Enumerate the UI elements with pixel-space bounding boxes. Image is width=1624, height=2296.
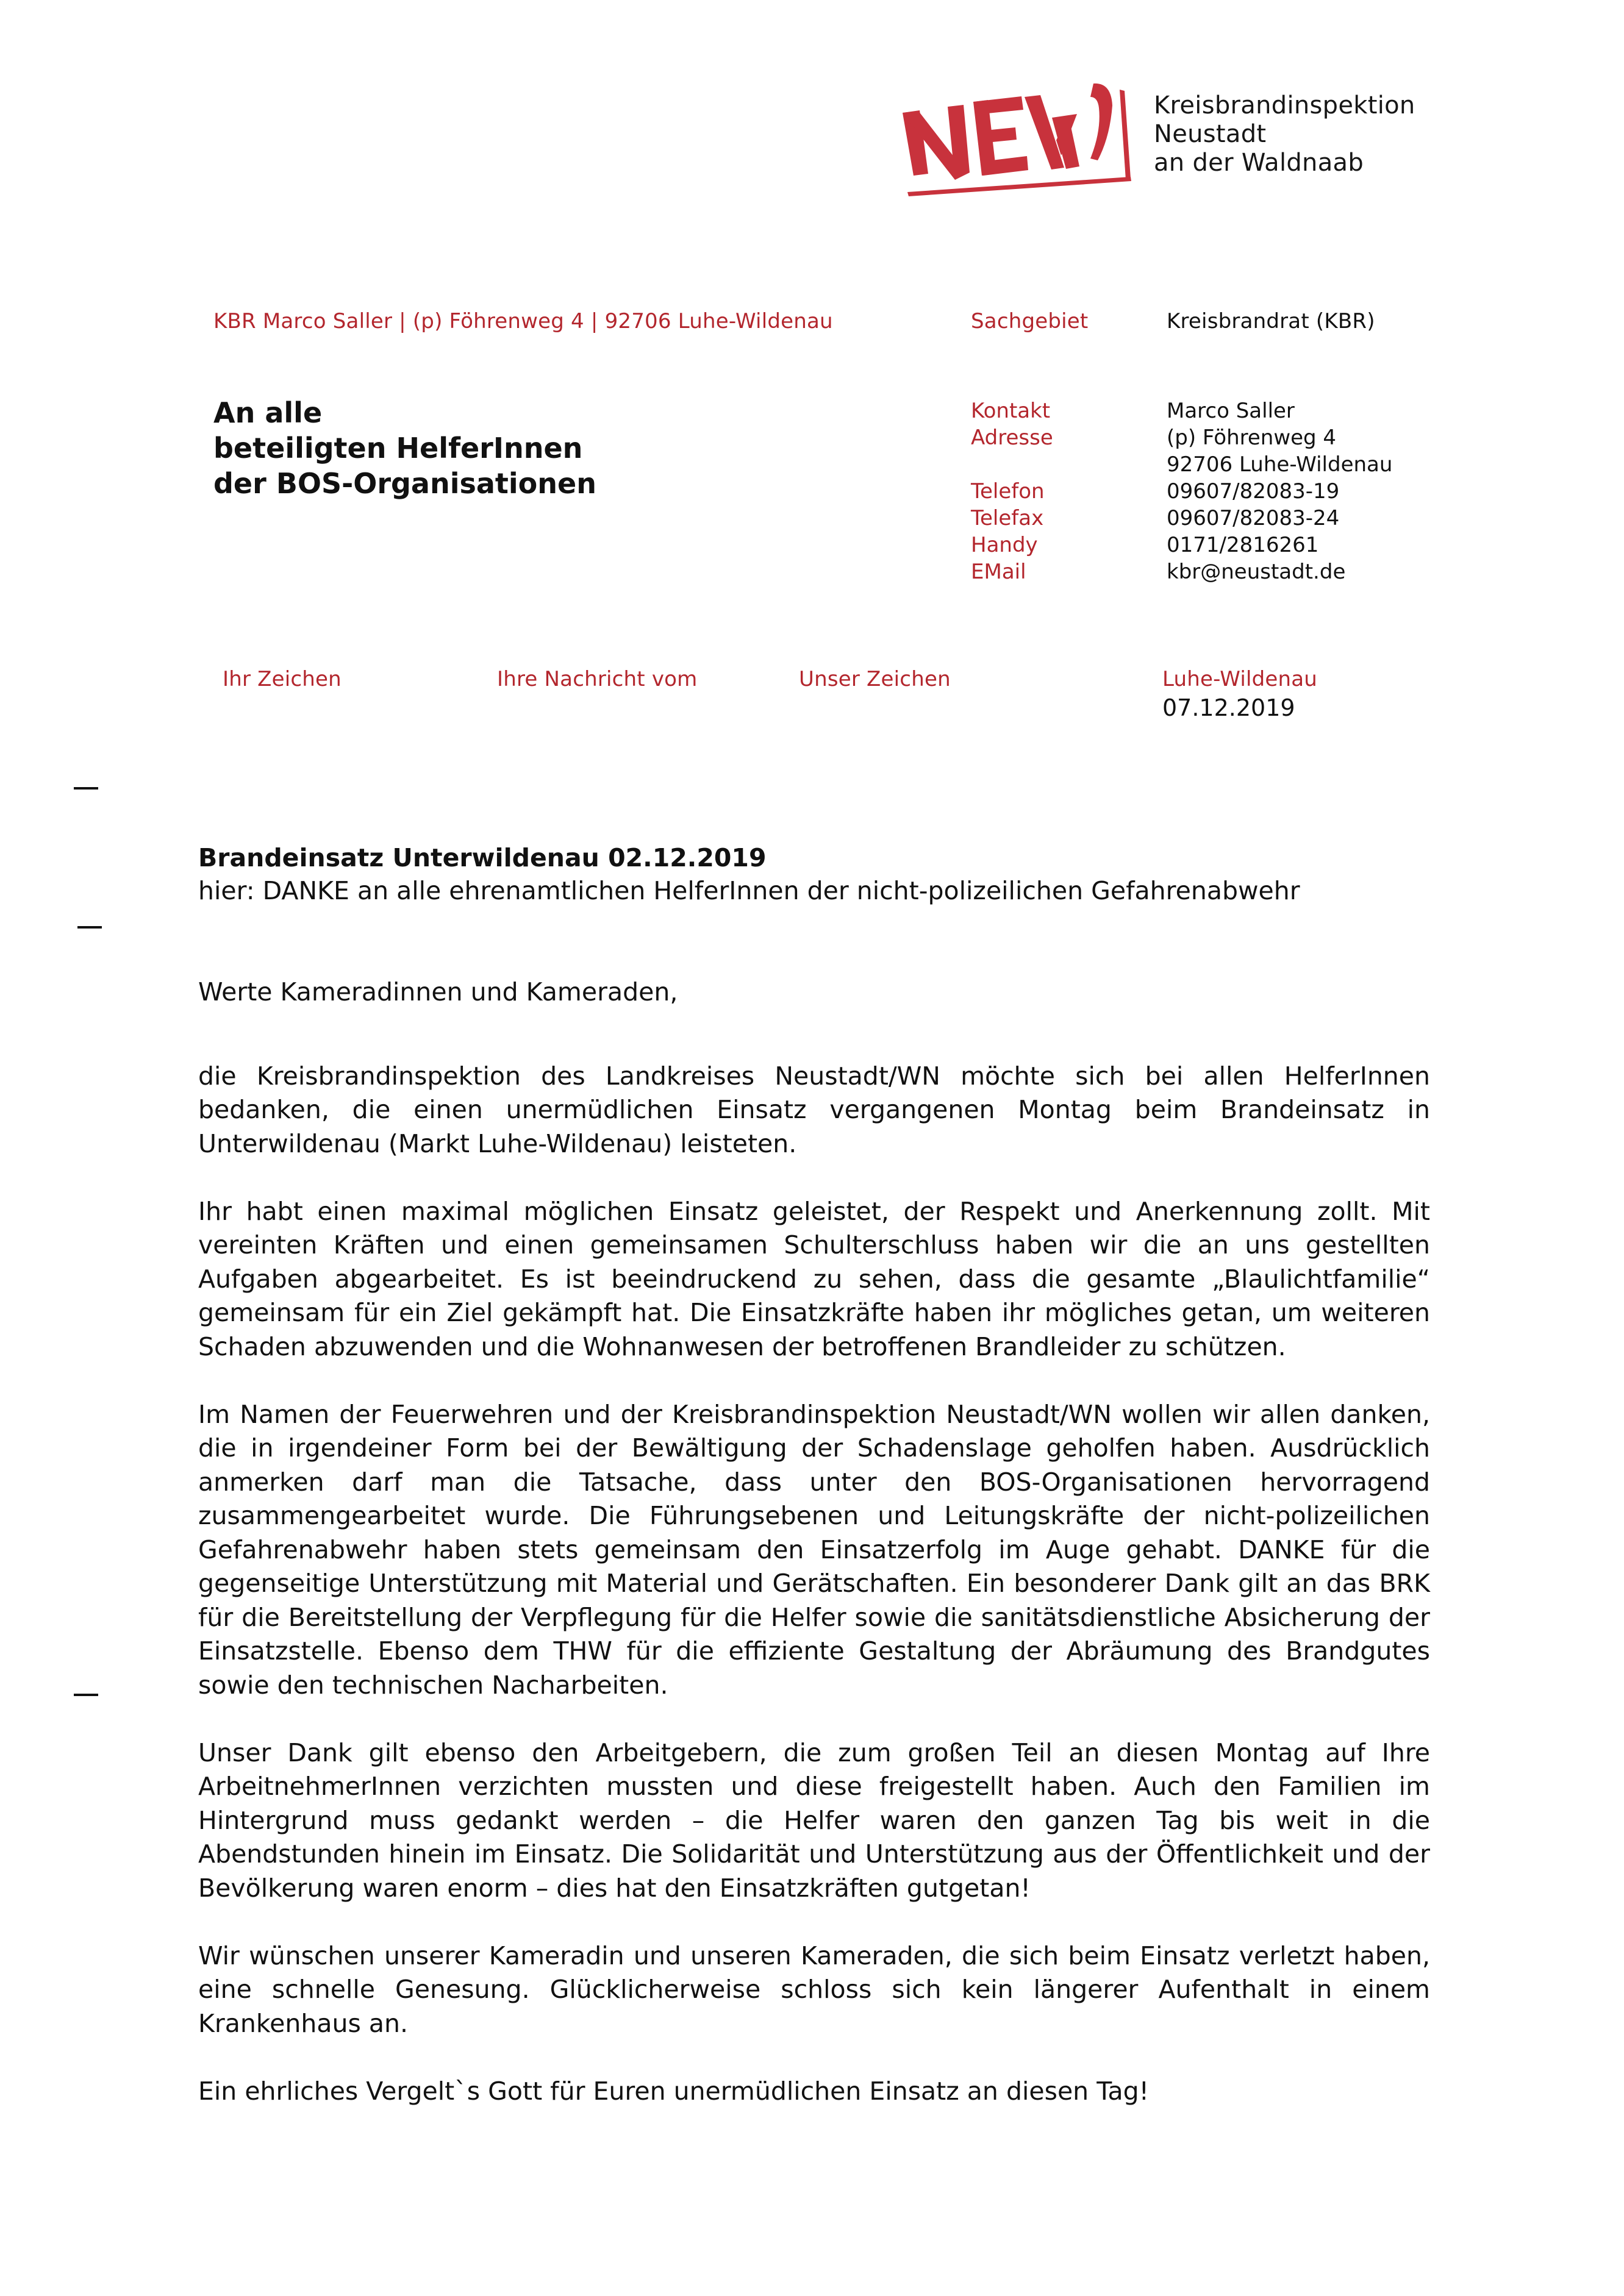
fold-mark (74, 1694, 98, 1696)
contact-value: 09607/82083-24 (1167, 506, 1340, 530)
fold-mark (74, 787, 98, 790)
contact-label: Adresse (971, 426, 1053, 450)
subject-title: Brandeinsatz Unterwildenau 02.12.2019 (198, 843, 767, 872)
contact-value: (p) Föhrenweg 4 (1167, 426, 1337, 450)
recipient-line: der BOS-Organisationen (213, 467, 596, 500)
recipient-line: An alle (213, 396, 323, 429)
ihre-nachricht-label: Ihre Nachricht vom (497, 667, 698, 691)
organization-logo (896, 76, 1153, 204)
contact-row-email (971, 558, 1392, 585)
organization-name-line: Neustadt (1154, 120, 1267, 148)
contact-label: Kontakt (971, 399, 1051, 423)
body-paragraph: Wir wünschen unserer Kameradin und unseren Kameraden, die sich beim Einsatz verletzt haben, eine schnelle Genesung. Glücklicherweise schloss sich kein längerer Aufenthalt in einem Krankenhaus an. (198, 1941, 1430, 2038)
letter-place: Luhe-Wildenau (1162, 667, 1318, 691)
recipient-line: beteiligten HelferInnen (213, 432, 583, 465)
contact-label: EMail (971, 560, 1026, 584)
body-paragraph: die Kreisbrandinspektion des Landkreises Neustadt/WN möchte sich bei allen HelferInnen bedanken, die einen unermüdlichen Einsatz vergangenen Montag beim Brandeinsatz in Unterwildenau (Markt Luhe-Wildenau) leisteten. (198, 1061, 1430, 1158)
closing-paragraph: Ein ehrliches Vergelt`s Gott für Euren unermüdlichen Einsatz an diesen Tag! (198, 2076, 1150, 2106)
contact-value: 09607/82083-19 (1167, 479, 1340, 504)
letter-body (198, 975, 1430, 2142)
salutation: Werte Kameradinnen und Kameraden, (198, 977, 678, 1007)
contact-row-kontakt (971, 398, 1392, 424)
organization-name (1154, 91, 1415, 177)
contact-value: Marco Saller (1167, 399, 1295, 423)
letter-date: 07.12.2019 (1162, 694, 1295, 721)
hole-punch-mark (77, 926, 102, 929)
sachgebiet-value: Kreisbrandrat (KBR) (1167, 309, 1375, 333)
unser-zeichen-label: Unser Zeichen (799, 667, 951, 691)
organization-name-line: an der Waldnaab (1154, 149, 1364, 177)
recipient-address (213, 395, 596, 501)
contact-label: Telefon (971, 479, 1045, 504)
contact-value: 92706 Luhe-Wildenau (1167, 452, 1393, 477)
body-paragraph: Im Namen der Feuerwehren und der Kreisbrandinspektion Neustadt/WN wollen wir allen danken, die in irgendeiner Form bei der Bewältigung der Schadenslage geholfen haben. Ausdrücklich anmerken darf man die Tatsache, dass unter den BOS-Organisationen hervorragend zusammengearbeitet wurde. Die Führungsebenen und Leitungskräfte der nicht-polizeilichen Gefahrenabwehr haben stets gemeinsam den Einsatzerfolg im Auge gehabt. DANKE für die gegenseitige Unterstützung mit Material und Gerätschaften. Ein besonderer Dank gilt an das BRK für die Bereitstellung der Verpflegung für die Helfer sowie die sanitätsdienstliche Absicherung der Einsatzstelle. Ebenso dem THW für die effiziente Gestaltung der Abräumung des Brandgutes sowie den technischen Nacharbeiten. (198, 1399, 1430, 1700)
body-paragraph: Unser Dank gilt ebenso den Arbeitgebern, die zum großen Teil an diesen Montag auf Ihre ArbeitnehmerInnen verzichten mussten und diese freigestellt haben. Auch den Familien im Hintergrund muss gedankt werden – die Helfer waren den ganzen Tag bis weit in die Abendstunden hinein im Einsatz. Die Solidarität und Unterstützung aus der Öffentlichkeit und der Bevölkerung waren enorm – dies hat den Einsatzkräften gutgetan! (198, 1738, 1430, 1903)
contact-row-telefax (971, 505, 1392, 532)
sachgebiet-label: Sachgebiet (971, 309, 1089, 333)
contact-row-telefon (971, 478, 1392, 505)
contact-value: 0171/2816261 (1167, 533, 1319, 557)
organization-name-line: Kreisbrandinspektion (1154, 91, 1415, 119)
contact-row-handy (971, 532, 1392, 558)
contact-label: Telefax (971, 506, 1044, 530)
new-logo-icon (896, 76, 1153, 204)
ihr-zeichen-label: Ihr Zeichen (223, 667, 342, 691)
contact-email-link[interactable]: kbr@neustadt.de (1167, 560, 1346, 584)
contact-label: Handy (971, 533, 1038, 557)
contact-row-adresse-2 (971, 451, 1392, 478)
contact-row-adresse (971, 424, 1392, 451)
subject-subtitle: hier: DANKE an alle ehrenamtlichen HelferInnen der nicht-polizeilichen Gefahrenabwehr (198, 876, 1300, 905)
body-paragraph: Ihr habt einen maximal möglichen Einsatz geleistet, der Respekt und Anerkennung zollt. Mit vereinten Kräften und einen gemeinsamen Schulterschluss haben wir die an uns gestellten Aufgaben abgearbeitet. Es ist beeindruckend zu sehen, dass die gesamte „Blaulichtfamilie“ gemeinsam für ein Ziel gekämpft hat. Die Einsatzkräfte haben ihr mögliches getan, um weiteren Schaden abzuwenden und die Wohnanwesen der betroffenen Brandleider zu schützen. (198, 1196, 1430, 1361)
contact-label (971, 451, 1167, 478)
contact-block (971, 398, 1392, 585)
sender-return-address: KBR Marco Saller | (p) Föhrenweg 4 | 92706 Luhe-Wildenau (213, 309, 833, 333)
